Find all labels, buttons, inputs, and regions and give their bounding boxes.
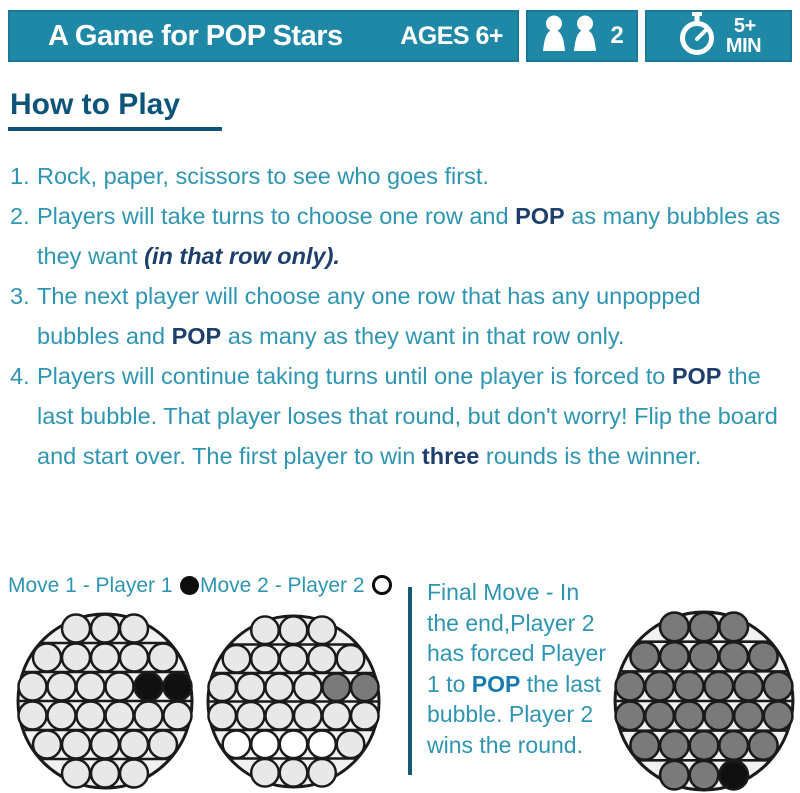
emphasis-text: POP [171,323,222,349]
bubble-b [135,673,163,701]
bubble-w [251,731,279,759]
bubble-u [208,702,236,730]
body-text: Final Move - In the end,Player 2 has forced Player 1 to [427,579,606,697]
bubble-u [164,702,192,730]
bubble-g [660,642,689,671]
bubble-g [690,761,719,790]
bubble-u [91,615,119,643]
body-text: Players will take turns to choose one row and [37,203,516,229]
players-icon [540,15,602,58]
bubble-u [294,702,322,730]
bubble-u [48,673,76,701]
bubble-u [294,673,322,701]
bubble-g [705,672,734,701]
bubble-u [120,615,148,643]
body-text: The next player will choose any one row that has any unpopped bubbles and [37,283,701,349]
move1-label [8,574,199,598]
bubble-u [237,702,265,730]
bubble-g [734,672,763,701]
instruction-item [10,356,786,476]
instruction-number: 3. [10,283,30,309]
bubble-g [630,731,659,760]
bubble-u [251,645,279,673]
bubble-u [308,759,336,787]
bubble-u [265,673,293,701]
emphasis-text: POP [671,363,722,389]
bubble-u [62,615,90,643]
bubble-u [135,702,163,730]
banner-bar [8,10,792,62]
title-underline [8,127,222,131]
instruction-item [10,196,786,276]
bubble-g [323,673,351,701]
bubble-u [223,645,251,673]
bubble-u [280,645,308,673]
move2-label-text: Move 2 - Player 2 [200,574,365,597]
instruction-number: 2. [10,203,30,229]
bubble-g [660,731,689,760]
section-divider [408,587,412,775]
bubble-g [764,672,793,701]
bubble-u [106,702,134,730]
bubble-g [660,761,689,790]
banner-title: A Game for POP Stars [48,19,343,52]
bubble-g [645,702,674,731]
popit-board-final [612,609,796,793]
instruction-number: 4. [10,363,30,389]
bubble-u [91,760,119,788]
body-text: Players will continue taking turns until one player is forced to [37,363,672,389]
bubble-g [616,672,645,701]
bubble-g [660,613,689,642]
bubble-g [719,731,748,760]
bubble-u [351,702,379,730]
emphasis-text: POP [471,670,521,697]
bubble-u [77,702,105,730]
bubble-g [749,642,778,671]
bubble-w [280,731,308,759]
instruction-item [10,156,786,196]
popit-board-move2 [205,613,382,790]
bubble-g [719,613,748,642]
bubble-u [91,731,119,759]
bubble-w [308,731,336,759]
body-text: as many as they want in that row only. [221,323,625,349]
body-text: as many bubbles as they want [37,203,781,269]
bubble-g [734,702,763,731]
bubble-u [323,702,351,730]
bubble-g [645,672,674,701]
popit-board-move1 [15,611,195,791]
player2-marker-ring [372,575,392,595]
bubble-u [265,702,293,730]
players-count: 2 [610,22,624,49]
bubble-w [223,731,251,759]
bubble-g [690,613,719,642]
bubble-u [48,702,76,730]
time-unit: MIN [725,35,762,57]
bubble-u [120,731,148,759]
stopwatch-icon [676,12,718,61]
time-value: 5+ [733,15,756,37]
bubble-u [149,644,177,672]
bubble-u [120,644,148,672]
bubble-u [237,673,265,701]
bubble-g [690,731,719,760]
bubble-u [91,644,119,672]
bubble-g [690,642,719,671]
bubble-g [675,672,704,701]
bubble-u [19,673,47,701]
bubble-u [280,759,308,787]
bubble-b [719,761,748,790]
instructions-list [10,156,786,476]
body-text: the last bubble. Player 2 wins the round. [427,670,601,758]
emphasis-text: (in that row only). [144,243,340,269]
bubble-g [675,702,704,731]
bubble-g [351,673,379,701]
bubble-u [308,645,336,673]
bubble-g [630,642,659,671]
bubble-u [19,702,47,730]
banner-title-segment [8,10,519,62]
bubble-g [705,702,734,731]
emphasis-text: three [421,443,480,469]
bubble-u [280,616,308,644]
bubble-u [251,759,279,787]
bubble-u [120,760,148,788]
ages-label: AGES 6+ [400,21,503,50]
body-text: rounds is the winner. [479,443,702,469]
bubble-u [337,645,365,673]
bubble-u [33,731,61,759]
time-badge [645,10,792,62]
bubble-g [764,702,793,731]
body-text: the last bubble. That player loses that round, but don't worry! Flip the board and start over. The first player to win [37,363,778,469]
bubble-u [77,673,105,701]
bubble-u [308,616,336,644]
bubble-g [749,731,778,760]
bubble-u [33,644,61,672]
bubble-u [106,673,134,701]
players-badge [526,10,638,62]
move2-label [200,574,392,598]
player1-marker-dot [180,576,199,595]
bubble-b [164,673,192,701]
page-title: How to Play [10,88,181,121]
body-text: Rock, paper, scissors to see who goes first. [37,163,489,189]
final-move-text [427,577,613,760]
bubble-u [62,760,90,788]
bubble-g [719,642,748,671]
bubble-u [208,673,236,701]
emphasis-text: POP [515,203,565,229]
time-label [726,16,761,56]
bubble-g [616,702,645,731]
instruction-number: 1. [10,163,30,189]
bubble-u [149,731,177,759]
bubble-u [62,644,90,672]
bubble-u [251,616,279,644]
bubble-u [62,731,90,759]
instruction-item [10,276,786,356]
move1-label-text: Move 1 - Player 1 [8,574,173,597]
bubble-u [337,731,365,759]
